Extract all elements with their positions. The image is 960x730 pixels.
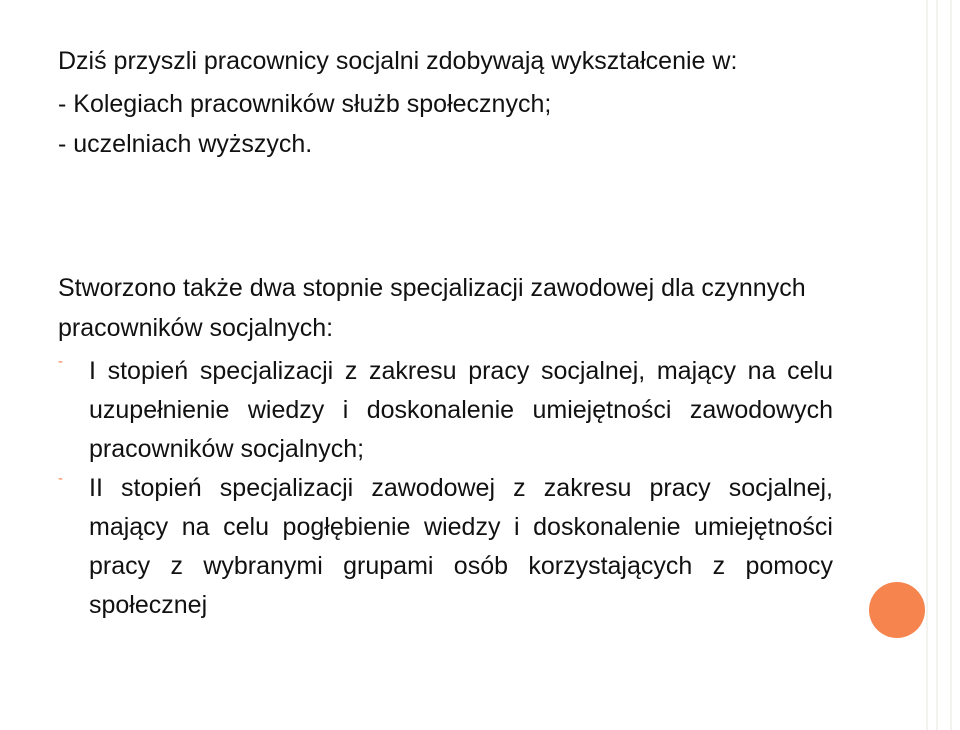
intro-item: - uczelniach wyższych. bbox=[58, 130, 313, 158]
bullet-text: II stopień specjalizacji zawodowej z zakresu pracy socjalnej, mający na celu pogłębienie wiedzy i doskonalenie umiejętności pracy z wybranymi grupami osób korzystających z pomocy społecznej bbox=[89, 474, 833, 619]
intro-heading: Dziś przyszli pracownicy socjalni zdobywają wykształcenie w: bbox=[58, 47, 738, 75]
intro-item: - Kolegiach pracowników służb społecznych; bbox=[58, 90, 552, 118]
specialization-lead: Stworzono także dwa stopnie specjalizacji zawodowej dla czynnych pracowników socjalnych: bbox=[58, 274, 806, 342]
bullet-marker: - bbox=[58, 470, 63, 487]
bullet-text: I stopień specjalizacji z zakresu pracy socjalnej, mający na celu uzupełnienie wiedzy i doskonalenie umiejętności zawodowych pracowników socjalnych; bbox=[89, 357, 833, 463]
decorative-line bbox=[950, 0, 952, 730]
bullet-marker: - bbox=[58, 353, 63, 370]
list-item bbox=[58, 352, 848, 469]
decorative-orange-circle bbox=[869, 582, 925, 638]
decorative-line bbox=[926, 0, 928, 730]
intro-block bbox=[58, 42, 818, 164]
list-item bbox=[58, 469, 848, 625]
decorative-line bbox=[936, 0, 938, 730]
specialization-block bbox=[58, 268, 848, 625]
